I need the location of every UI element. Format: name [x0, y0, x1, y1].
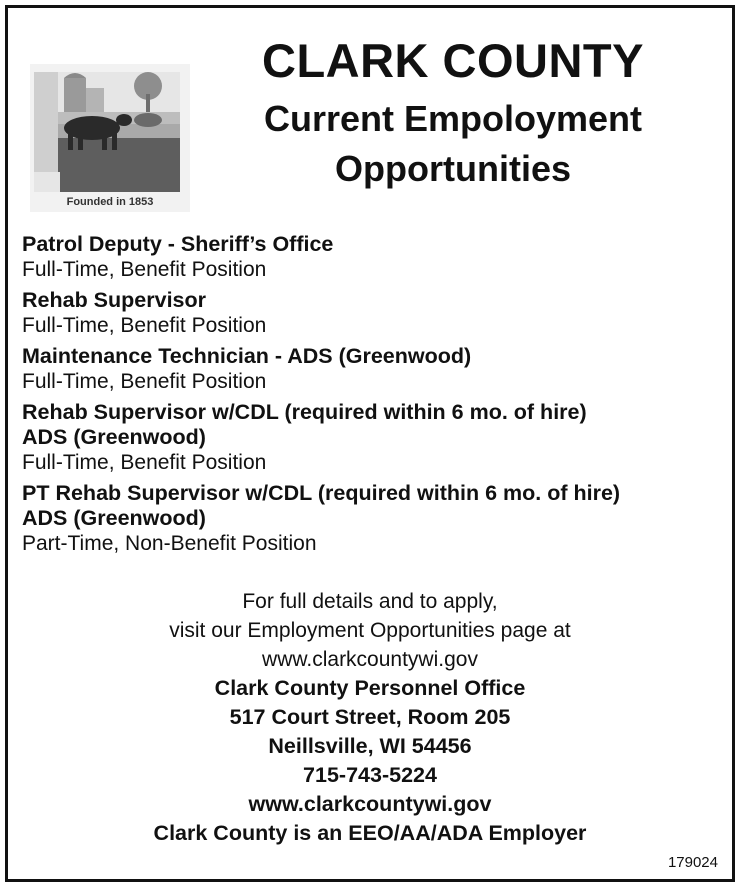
job-title-location: ADS (Greenwood) [22, 506, 206, 530]
page-subtitle-line1: Current Empoloyment [263, 98, 643, 139]
county-logo [30, 64, 190, 212]
county-seal-icon [30, 64, 190, 212]
job-type: Part-Time, Non-Benefit Position [22, 532, 317, 555]
job-advertisement [5, 5, 735, 882]
logo-caption: Founded in 1853 [66, 196, 154, 208]
apply-instructions-line2: visit our Employment Opportunities page at [169, 619, 571, 642]
title-block [208, 34, 698, 194]
office-website[interactable]: www.clarkcountywi.gov [248, 792, 492, 816]
ad-header [8, 8, 732, 223]
ad-number: 179024 [667, 854, 718, 871]
page-subtitle-line2: Opportunities [335, 148, 571, 189]
office-name: Clark County Personnel Office [214, 676, 526, 700]
office-phone[interactable]: 715-743-5224 [303, 763, 437, 787]
page-title: CLARK COUNTY [262, 34, 644, 87]
eeo-statement: Clark County is an EEO/AA/ADA Employer [153, 821, 587, 845]
job-title: Maintenance Technician - ADS (Greenwood) [22, 344, 472, 368]
job-type: Full-Time, Benefit Position [22, 258, 267, 281]
job-title: Rehab Supervisor [22, 288, 206, 312]
job-listing [22, 288, 722, 338]
job-type: Full-Time, Benefit Position [22, 451, 267, 474]
contact-block [8, 587, 732, 848]
job-type: Full-Time, Benefit Position [22, 314, 267, 337]
job-listing [22, 232, 722, 282]
apply-url[interactable]: www.clarkcountywi.gov [262, 648, 478, 671]
job-list [22, 232, 722, 562]
job-type: Full-Time, Benefit Position [22, 370, 267, 393]
office-city: Neillsville, WI 54456 [268, 734, 472, 758]
job-title-location: ADS (Greenwood) [22, 425, 206, 449]
job-listing [22, 344, 722, 394]
office-street: 517 Court Street, Room 205 [229, 705, 511, 729]
job-title: PT Rehab Supervisor w/CDL (required within 6 mo. of hire) [22, 481, 621, 505]
apply-instructions-line1: For full details and to apply, [242, 590, 498, 613]
job-title: Patrol Deputy - Sheriff’s Office [22, 232, 334, 256]
job-listing [22, 400, 722, 475]
job-title: Rehab Supervisor w/CDL (required within 6 mo. of hire) [22, 400, 587, 424]
job-listing [22, 481, 722, 556]
